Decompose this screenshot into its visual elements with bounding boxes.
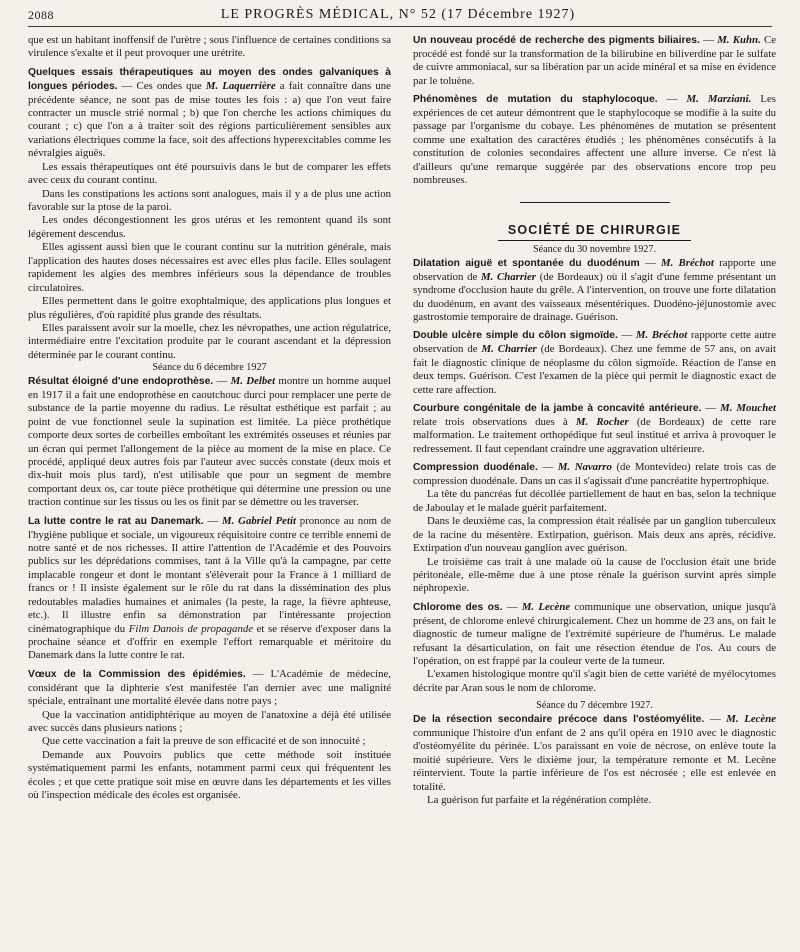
- seance-date: Séance du 30 novembre 1927.: [532, 244, 657, 256]
- author-name: M. Rocher: [575, 415, 629, 428]
- dash: —: [213, 374, 231, 387]
- article-heading: La lutte contre le rat au Danemark.: [28, 515, 204, 527]
- author-name: M. Marziani.: [686, 93, 752, 106]
- paragraph: La guérison fut parfaite et la régénération complète.: [427, 793, 652, 806]
- paragraph: Dans le deuxième cas, la compression était réalisée par un ganglion tuberculeux de la racine du mésentère. Extirpation, guérison. Mais deux ans après, récidive. Extirpation d'un nouveau ganglion avec guérison.: [413, 515, 776, 555]
- dash: —: [617, 329, 636, 342]
- article-compression: [413, 461, 776, 596]
- article-body: Ce procédé est fondé sur la transformation de la bilirubine en biliverdine par le sulfate de cuivre ammoniacal, sur sa libération par un acide minéral et sa mise en évidence par le toluène.: [413, 34, 776, 87]
- dash: —: [502, 600, 522, 613]
- article-body: a fait connaître dans une précédente séance, ne sont pas de mise toutes les fois : a) que l'on veut faire contracter un muscle strié normal ; b) que l'on cherche les actions chimiques du courant ; c) que l'on a à traiter soit des régions particulièrement sensibles aux variations électriques comme la face, soit des affections hyperexcitables comme les névralgies aiguës.: [28, 79, 391, 160]
- article-body: relate trois observations dues à: [413, 415, 576, 428]
- separator-rule: [520, 202, 670, 203]
- article-body: communique l'histoire d'un enfant de 2 ans qu'il opéra en 1910 avec le diagnostic d'ostéomyélite du périnée. L'os paraissant en voie de nécrose, on enlève toute la moitié supérieure. Vers le dixième jour, la température remonte et M. Lecène réintervient. Toute la partie inférieure de l'os est nécrosée ; elle est enlevée en totalité.: [413, 726, 776, 793]
- author-name: M. Kuhn.: [717, 34, 761, 46]
- article-heading: Vœux de la Commission des épidémies.: [28, 668, 246, 680]
- article-courbure: [413, 402, 776, 456]
- article-voeux: [28, 668, 391, 803]
- article-body: Les expériences de cet auteur démontrent que le staphylocoque se modifie à la suite du passage par l'organisme du cobaye. Les phénomènes de mutation se présentent comme une exaltation des caractères étudiés ; les phénomènes consécutifs à la constitution de colonies secondaires affectent une allure inverse. Ce n'est là d'ailleurs qu'une remarque suggérée par des observations encore trop peu nombreuses.: [413, 93, 776, 187]
- paragraph: L'examen histologique montre qu'il s'agit bien de cette variété de myélocytomes décrite par Aran sous le nom de chlorome.: [413, 668, 776, 694]
- article-pigments: [413, 34, 776, 88]
- dash: — Ces ondes que: [117, 79, 206, 92]
- author-name: M. Lecène: [521, 600, 571, 613]
- article-body: communique une observation, unique jusqu'à présent, de chlorome enlevé chirurgicalement. Chez un homme de 23 ans, on fait le diagnostic de tumeur maligne de l'extrémité supérieure de l'humérus. Le malade refusant la désarticulation, on fait une résection étendue de l'os. Au cours de l'opération, on est frappé par la couleur verte de la tumeur.: [413, 600, 776, 667]
- article-ulcere: [413, 329, 776, 397]
- paragraph: Les ondes décongestionnent les gros utérus et les remontent quand ils sont légèrement descendus.: [28, 214, 391, 240]
- paragraph: Que cette vaccination a fait la preuve de son efficacité et de son innocuité ;: [42, 735, 366, 748]
- article-chlorome: [413, 601, 776, 695]
- article-heading: Chlorome des os.: [413, 601, 503, 613]
- seance-date: Séance du 7 décembre 1927.: [536, 700, 653, 712]
- article-heading: Compression duodénale.: [413, 462, 538, 474]
- paragraph: Le troisième cas trait à une malade où la cause de l'occlusion était une bride péritonéale, elle-même due à une ptose rénale la guérison survint après simple néphropexie.: [413, 555, 776, 595]
- seance-date: Séance du 6 décembre 1927: [152, 362, 267, 374]
- paragraph: Que la vaccination antidiphtérique au moyen de l'anatoxine a déjà été utilisée avec succès dans plusieurs nations ;: [28, 708, 391, 734]
- article-body-cont: (de Bordeaux) de cette rare malformation. Le traitement orthopédique fut seul institué et arriva à provoquer le redressement. Il faut cependant craindre une aggravation ultérieure.: [413, 415, 776, 455]
- article-dilatation: [413, 257, 776, 325]
- author-name: M. Bréchot: [635, 329, 688, 342]
- paragraph: Elles agissent aussi bien que le courant continu sur la nutrition générale, mais l'application des hautes doses nécessaires est avec elles plus facile. Elles soulagent rapidement les algies des membres inférieurs sous la dépendance de troubles circulatoires.: [28, 241, 391, 294]
- article-heading: Courbure congénitale de la jambe à concavité antérieure.: [413, 402, 702, 414]
- article-body-cont: (de Bordeaux). Chez une femme de 57 ans, on avait fait le diagnostic clinique de néoplasme du côlon sigmoïde. Réaction de l'anse en deux temps. Guérison. C'est l'examen de la pièce qui permit le diagnostic exact de cette rare affection.: [413, 343, 776, 396]
- paragraph: Elles paraissent avoir sur la moelle, chez les névropathes, une action régulatrice, intermédiaire entre l'excitation produite par le courant ascendant et la dépression déterminée par le courant continu.: [28, 321, 391, 361]
- right-column: [413, 34, 776, 948]
- film-title: Film Danois de propagande: [128, 622, 254, 635]
- article-heading: Phénomènes de mutation du staphylocoque.: [413, 94, 658, 106]
- page-number: 2088: [28, 7, 54, 22]
- article-resection: [413, 713, 776, 807]
- article-heading: Résultat éloigné d'une endoprothèse.: [28, 375, 214, 387]
- article-heading: Un nouveau procédé de recherche des pigments biliaires.: [413, 35, 700, 46]
- article-body: prononce au nom de l'hygiène publique et sociale, un vigoureux réquisitoire contre ce terrible ennemi de notre santé et de nos richesses. Il attire l'attention de l'Académie et des Pouvoirs publics sur les déprédations commises, tant à la Ville qu'à la campagne, par cette implacable rongeur et dont le montant s'élèverait pour la France à 1 milliard de francs or ! Il insiste également sur le rôle du rat dans la dissémination des plus redoutables maladies humaines et animales (la peste, la rage, la fièvre aphteuse, etc.). Il illustre enfin sa démonstration par l'intéressante projection cinématographique du: [28, 514, 391, 635]
- paragraph: Les essais thérapeutiques ont été poursuivis dans le but de comparer les effets avec ceux du courant continu.: [28, 160, 391, 187]
- article-heading: Quelques essais thérapeutiques au moyen des ondes galvaniques à longues périodes.: [28, 66, 391, 92]
- continued-paragraph: que est un habitant inoffensif de l'urètre ; sous l'influence de certaines conditions sa virulence s'exalte et il peut provoquer une urétrite.: [28, 34, 391, 60]
- dash: —: [704, 712, 727, 725]
- paragraph: Dans les constipations les actions sont analogues, mais il y a de plus une action favorable sur la ptose de la paroi.: [28, 187, 391, 213]
- article-body-cont: (de Bordeaux) où il s'agit d'une femme présentant un syndrome d'occlusion haute du grêle. A l'intervention, on trouve une forte dilatation du duodénum, en avant des vaisseaux mésentériques. Duodéno-jéjunostomie avec gastrostomie temporaire de drainage. Guérison.: [413, 270, 776, 323]
- author-name: M. Lecène: [726, 712, 776, 725]
- dash: —: [537, 461, 558, 474]
- article-mutation: [413, 93, 776, 187]
- author-name: M. Mouchet: [720, 401, 776, 414]
- article-lutte-rat: [28, 515, 391, 663]
- dash: —: [699, 34, 718, 46]
- article-quelques-essais: [28, 66, 391, 362]
- paragraph: Demande aux Pouvoirs publics que cette méthode soit instituée systématiquement parmi les enfants, notamment parmi ceux qui fréquentent les écoles ; et que cette pratique soit mise en œuvre dans les départements et les villes où l'inspection médicale des écoles est organisée.: [28, 748, 391, 802]
- article-body-cont: et se réserve d'exposer dans la prochaine séance et d'offrir en exemple l'effort remarquable et méritoire du Danemark dans la lutte contre le rat.: [28, 622, 391, 662]
- article-body: montre un homme auquel en 1917 il a fait une endoprothèse en caoutchouc durci pour remplacer une perte de substance de la partie moyenne du radius. Le résultat esthétique est parfait ; au point de vue fonctionnel seule la supination est limitée. La pièce prothétique comporte deux sortes de corbeilles emboîtant les extrémités osseuses et réunies par un écran qui permet l'allongement de la pièce au moment de la mise en place. Ce procédé, appliqué deux autres fois par l'auteur avec succès constate (deux mois et dix-huit mois plus tard), n'est utilisable que pour un segment de membre comportant deux os, car toute pièce prothétique qui détermine une pression ou une traction continue sur les tissus ou les os finit par se démettre ou les traverser.: [28, 374, 391, 509]
- article-body: — L'Académie de médecine, considérant que la diphterie s'est manifestée l'an dernier avec une malignité spéciale, entraînant une mortalité élevée dans notre pays ;: [28, 667, 391, 708]
- author-name: M. Delbet: [230, 374, 276, 387]
- dash: —: [701, 401, 721, 414]
- article-heading: De la résection secondaire précoce dans l'ostéomyélite.: [413, 713, 705, 725]
- left-column: [28, 34, 391, 948]
- society-heading: [413, 223, 776, 242]
- article-body: (de Montevideo) relate trois cas de compression duodénale. Dans un cas il s'agissait d'une pancréatite hypertrophique.: [413, 461, 776, 487]
- author-name: M. Charrier: [481, 270, 537, 283]
- author-name: M. Charrier: [481, 343, 537, 356]
- society-title: SOCIÉTÉ DE CHIRURGIE: [498, 223, 691, 242]
- author-name: M. Laquerrière: [205, 79, 276, 92]
- article-columns: [28, 34, 776, 948]
- paragraph: La tête du pancréas fut décollée partiellement de haut en bas, selon la technique de Jaboulay et le malade guérit parfaitement.: [413, 488, 776, 514]
- article-heading: Double ulcère simple du côlon sigmoïde.: [413, 330, 618, 342]
- dash: —: [639, 256, 661, 269]
- article-resultat: [28, 375, 391, 510]
- dash: —: [657, 93, 687, 106]
- journal-title: LE PROGRÈS MÉDICAL, N° 52 (17 Décembre 1927): [220, 7, 576, 22]
- dash: —: [203, 514, 223, 527]
- author-name: M. Navarro: [557, 461, 612, 474]
- article-body: rapporte une observation de: [413, 256, 776, 283]
- article-heading: Dilatation aiguë et spontanée du duodénum: [413, 257, 640, 269]
- author-name: M. Bréchot: [661, 256, 714, 269]
- page-header: [28, 4, 772, 27]
- author-name: M. Gabriel Petit: [222, 514, 296, 527]
- article-body: rapporte cette autre observation de: [413, 329, 776, 356]
- paragraph: Elles permettent dans le goitre exophtalmique, des applications plus longues et plus régulières, d'où rapidité plus grande des résultats.: [28, 295, 391, 321]
